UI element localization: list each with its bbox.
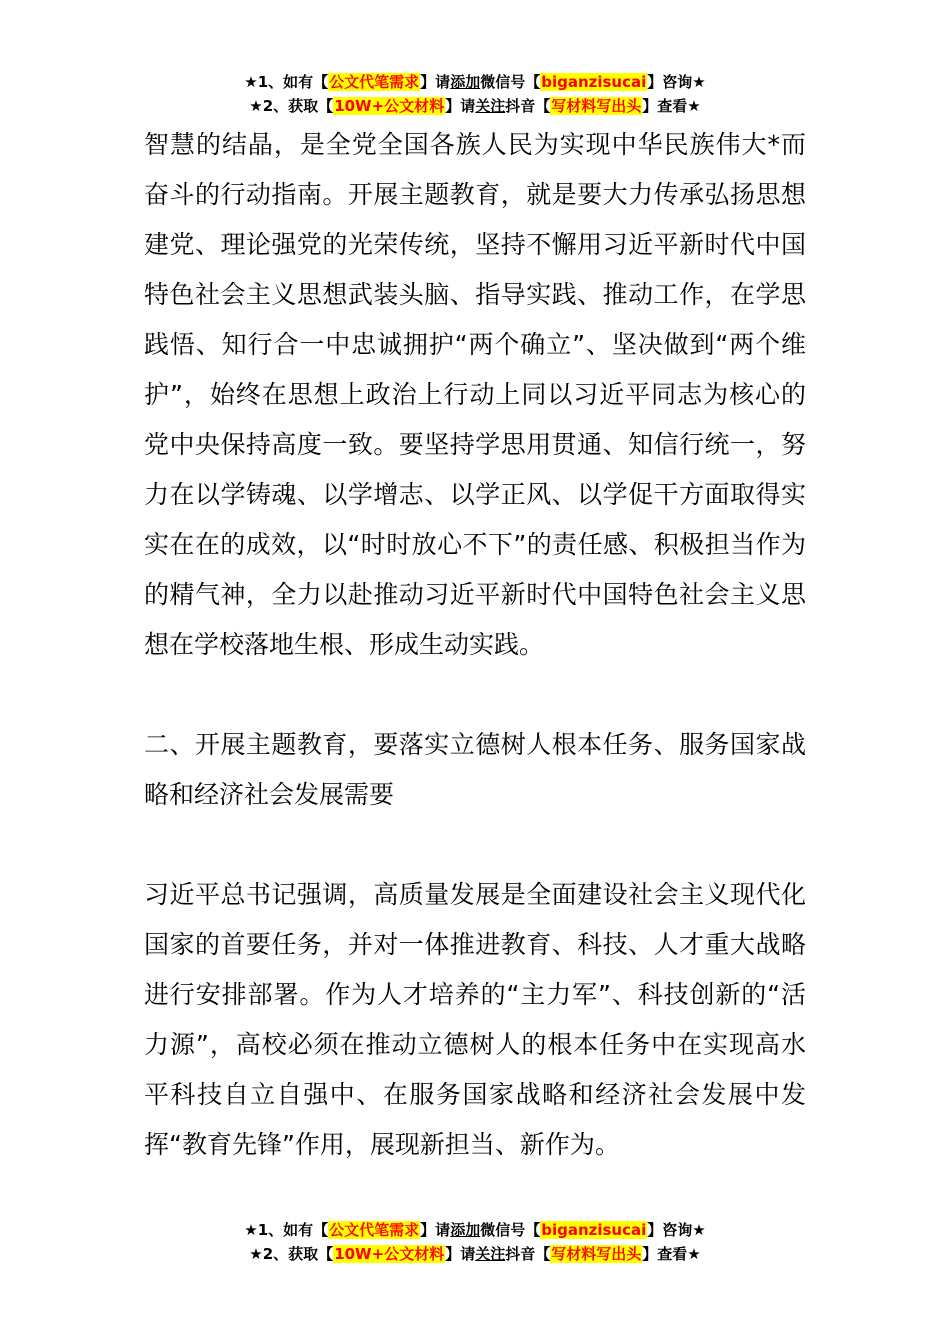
- promo-text: 】咨询★: [647, 73, 706, 91]
- footer-promo-line-2: [0, 1242, 950, 1266]
- header-promo-line-1: [0, 70, 950, 94]
- promo-text: 抖音【: [505, 1245, 551, 1263]
- promo-highlight: 10W+公文材料: [334, 1245, 445, 1263]
- promo-text: 】咨询★: [647, 1221, 706, 1239]
- paragraph-spacer: [144, 670, 806, 720]
- footer-promo-banner: [0, 1218, 950, 1266]
- promo-douyin-id: 写材料写出头: [551, 1245, 642, 1263]
- document-body: [144, 120, 806, 1170]
- footer-promo-line-1: [0, 1218, 950, 1242]
- promo-text: ★2、获取【: [249, 97, 334, 115]
- promo-text: 】请: [445, 97, 476, 115]
- body-paragraph-1: 智慧的结晶，是全党全国各族人民为实现中华民族伟大*而奋斗的行动指南。开展主题教育，就是要大力传承弘扬思想建党、理论强党的光荣传统，坚持不懈用习近平新时代中国特色社会主义思想武装头脑、指导实践、推动工作，在学思践悟、知行合一中忠诚拥护“两个确立”、坚决做到“两个维护”，始终在思想上政治上行动上同以习近平同志为核心的党中央保持高度一致。要坚持学思用贯通、知信行统一，努力在以学铸魂、以学增志、以学正风、以学促干方面取得实实在在的成效，以“时时放心不下”的责任感、积极担当作为的精气神，全力以赴推动习近平新时代中国特色社会主义思想在学校落地生根、形成生动实践。: [144, 130, 806, 659]
- section-heading-2: 二、开展主题教育，要落实立德树人根本任务、服务国家战略和经济社会发展需要: [144, 730, 806, 809]
- header-promo-line-2: [0, 94, 950, 118]
- promo-text: 】查看★: [642, 1245, 701, 1263]
- paragraph-spacer: [144, 820, 806, 870]
- promo-text: 】请: [445, 1245, 476, 1263]
- body-paragraph-2: 习近平总书记强调，高质量发展是全面建设社会主义现代化国家的首要任务，并对一体推进教育、科技、人才重大战略进行安排部署。作为人才培养的“主力军”、科技创新的“活力源”，高校必须在推动立德树人的根本任务中在实现高水平科技自立自强中、在服务国家战略和经济社会发展中发挥“教育先锋”作用，展现新担当、新作为。: [144, 880, 806, 1159]
- promo-text: ★2、获取【: [249, 1245, 334, 1263]
- promo-highlight: 公文代笔需求: [329, 73, 420, 91]
- promo-text: 】查看★: [642, 97, 701, 115]
- promo-text: 】请: [420, 1221, 451, 1239]
- promo-highlight: 10W+公文材料: [334, 97, 445, 115]
- promo-underlined-text: 关注: [475, 1245, 506, 1263]
- promo-wechat-id: biganzisucai: [541, 1221, 647, 1239]
- promo-text: 抖音【: [505, 97, 551, 115]
- header-promo-banner: [0, 70, 950, 118]
- promo-text: ★1、如有【: [244, 73, 329, 91]
- promo-highlight: 公文代笔需求: [329, 1221, 420, 1239]
- promo-text: ★1、如有【: [244, 1221, 329, 1239]
- promo-wechat-id: biganzisucai: [541, 73, 647, 91]
- promo-douyin-id: 写材料写出头: [551, 97, 642, 115]
- promo-underlined-text: 添加: [450, 73, 481, 91]
- promo-underlined-text: 关注: [475, 97, 506, 115]
- promo-text: 】请: [420, 73, 451, 91]
- promo-text: 微信号【: [480, 73, 541, 91]
- promo-underlined-text: 添加: [450, 1221, 481, 1239]
- promo-text: 微信号【: [480, 1221, 541, 1239]
